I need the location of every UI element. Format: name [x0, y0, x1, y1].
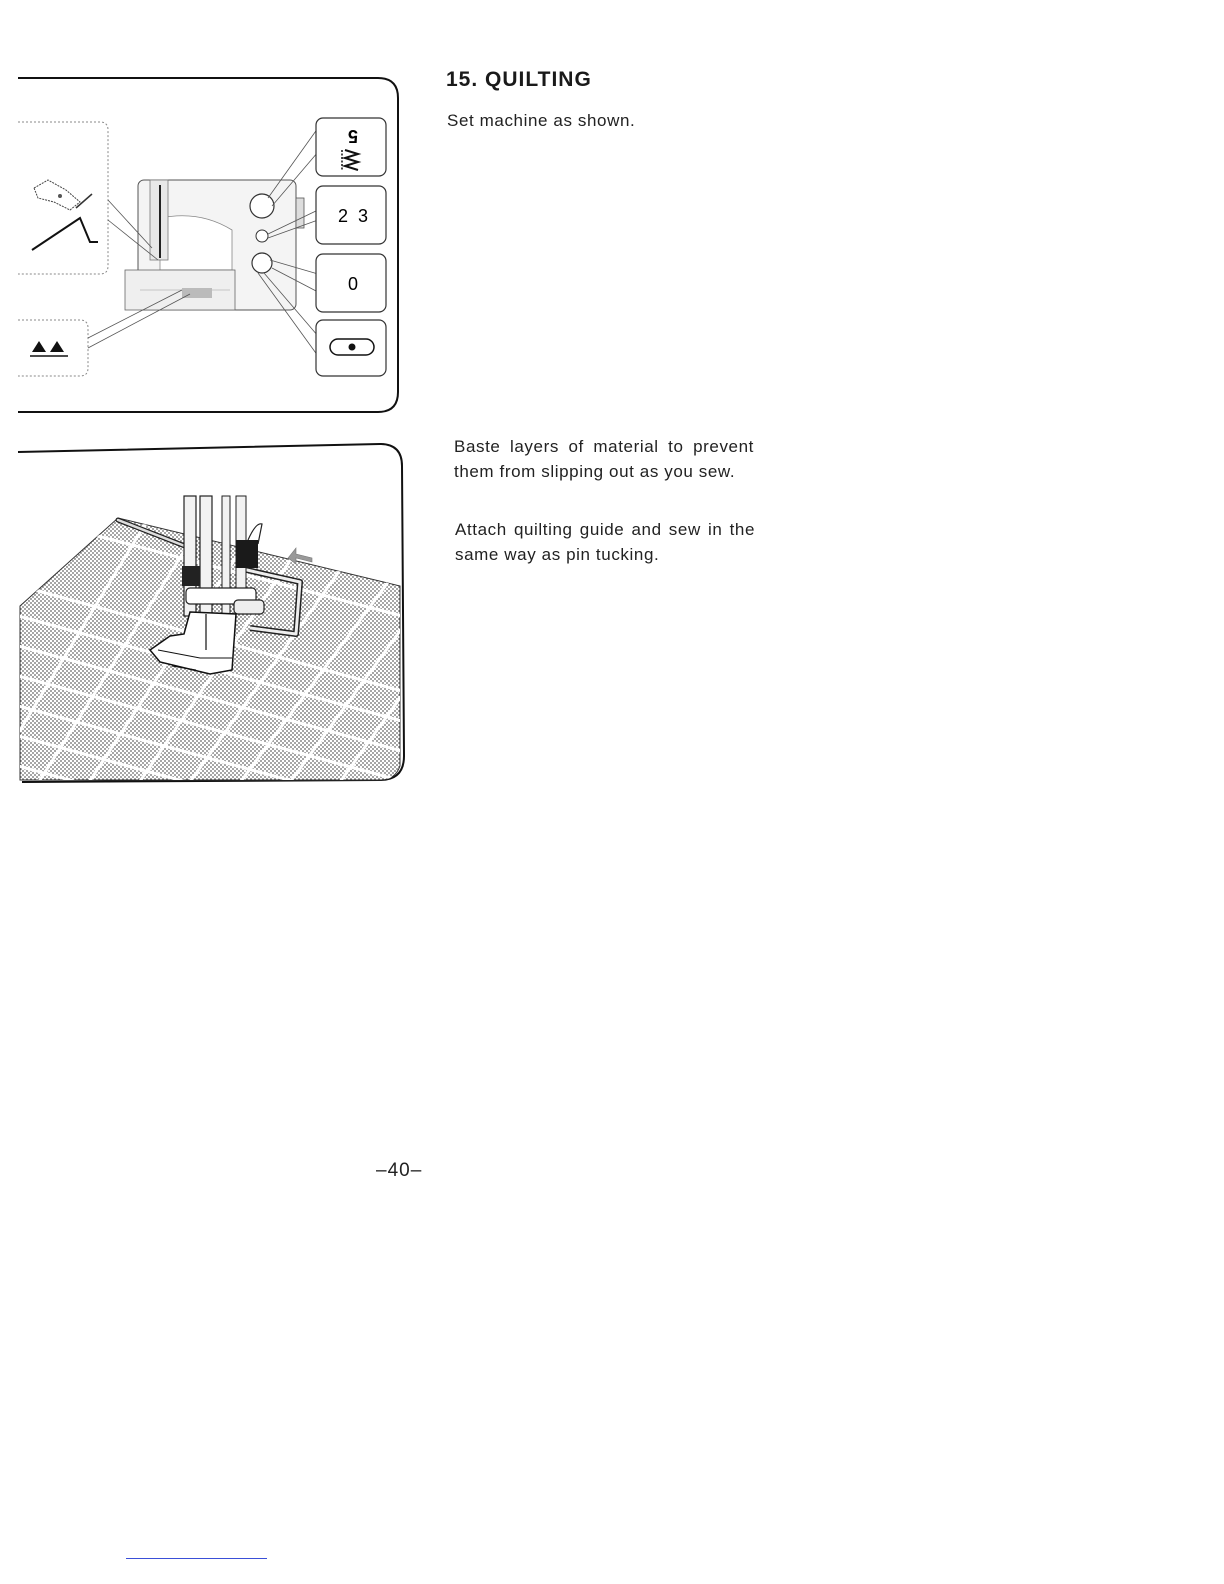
page-number: –40–	[376, 1160, 423, 1181]
presser-foot-icon	[34, 180, 92, 210]
stitch-length-value: 2 3	[337, 206, 369, 226]
setup-instruction: Set machine as shown.	[447, 111, 636, 130]
machine-settings-figure	[0, 70, 410, 420]
section-heading: 15. QUILTING	[446, 68, 592, 91]
attach-guide-instruction: Attach quilting guide and sew in the same way as pin tucking.	[455, 520, 755, 564]
presser-foot-panel	[18, 122, 108, 274]
stitch-width-setting	[316, 118, 386, 176]
drop-feed-setting	[316, 320, 386, 376]
footer-rule	[126, 1558, 267, 1559]
baste-instruction: Baste layers of material to prevent them from slipping out as you sew.	[454, 437, 754, 481]
drop-feed-button-icon	[330, 339, 374, 355]
needle-position-value: 0	[347, 274, 359, 294]
zigzag-stitch-icon	[32, 218, 98, 250]
quilting-illustration	[0, 436, 416, 792]
feed-dog-panel	[18, 320, 88, 376]
feed-dog-up-icon	[30, 341, 68, 356]
stitch-width-value: 5	[347, 126, 359, 146]
stitch-length-setting	[316, 186, 386, 244]
needle-position-setting	[316, 254, 386, 312]
